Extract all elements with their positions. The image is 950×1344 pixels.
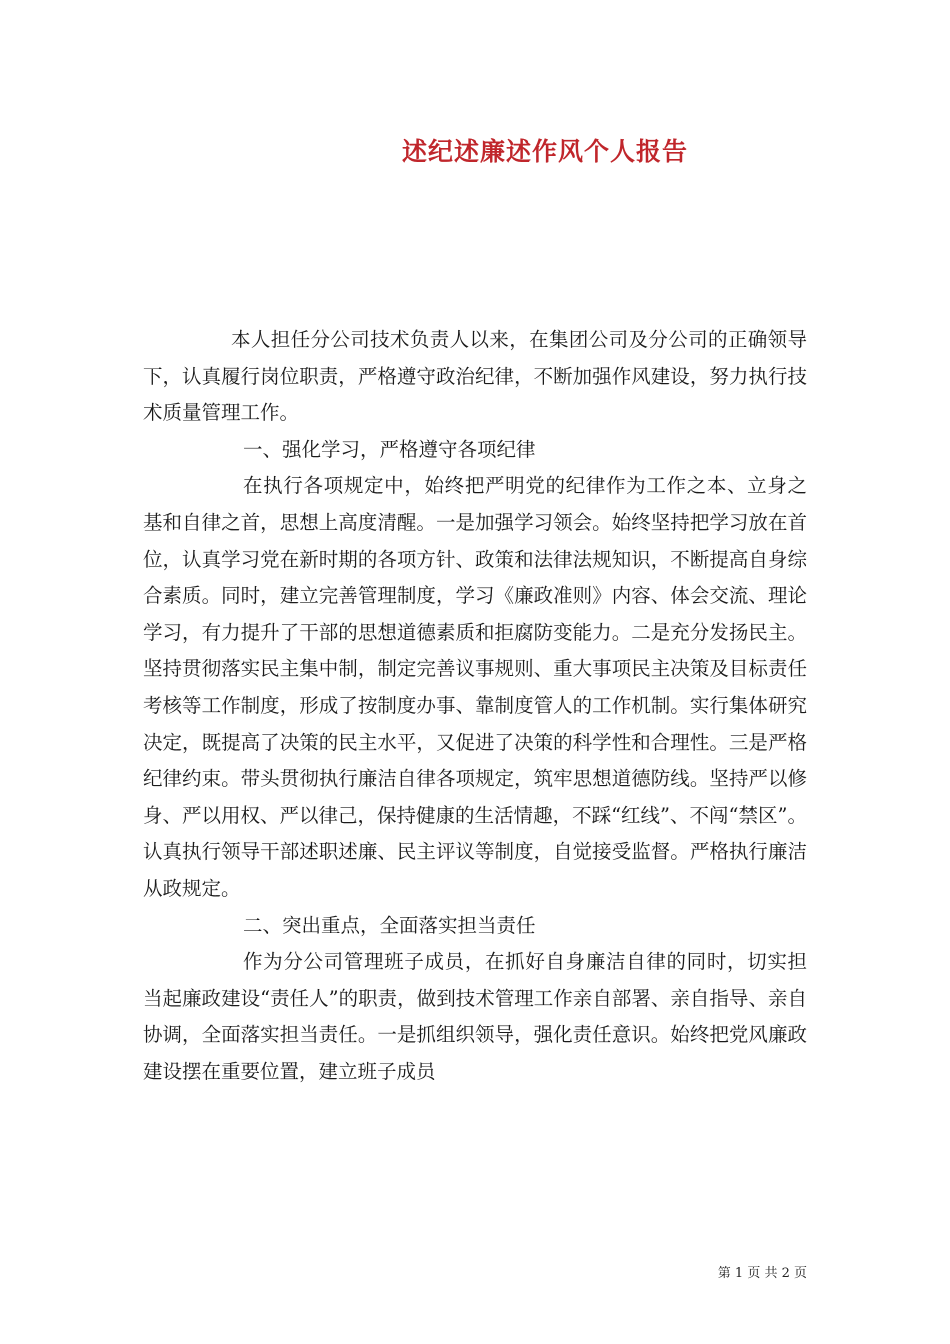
section-heading-1: 一、强化学习，严格遵守各项纪律 <box>243 437 536 461</box>
paragraph-intro: 本人担任分公司技术负责人以来，在集团公司及分公司的正确领导下，认真履行岗位职责，严格遵守政治纪律，不断加强作风建设，努力执行技术质量管理工作。 <box>143 328 807 425</box>
document-body <box>143 322 807 1090</box>
paragraph-section-1: 在执行各项规定中，始终把严明党的纪律作为工作之本、立身之基和自律之首，思想上高度清醒。一是加强学习领会。始终坚持把学习放在首位，认真学习党在新时期的各项方针、政策和法律法规知识，不断提高自身综合素质。同时，建立完善管理制度，学习《廉政准则》内容、体会交流、理论学习，有力提升了干部的思想道德素质和拒腐防变能力。二是充分发扬民主。坚持贯彻落实民主集中制，制定完善议事规则、重大事项民主决策及目标责任考核等工作制度，形成了按制度办事、靠制度管人的工作机制。实行集体研究决定，既提高了决策的民主水平，又促进了决策的科学性和合理性。三是严格纪律约束。带头贯彻执行廉洁自律各项规定，筑牢思想道德防线。坚持严以修身、严以用权、严以律己，保持健康的生活情趣，不踩“红线”、不闯“禁区”。认真执行领导干部述职述廉、民主评议等制度，自觉接受监督。严格执行廉洁从政规定。 <box>143 474 807 900</box>
section-heading-2: 二、突出重点，全面落实担当责任 <box>243 913 536 937</box>
page-number-footer: 第 1 页 共 2 页 <box>717 1266 807 1281</box>
paragraph-section-2: 作为分公司管理班子成员，在抓好自身廉洁自律的同时，切实担当起廉政建设“责任人”的职责，做到技术管理工作亲自部署、亲自指导、亲自协调，全面落实担当责任。一是抓组织领导，强化责任意识。始终把党风廉政建设摆在重要位置，建立班子成员 <box>143 950 807 1083</box>
document-title: 述纪述廉述作风个人报告 <box>401 137 688 166</box>
